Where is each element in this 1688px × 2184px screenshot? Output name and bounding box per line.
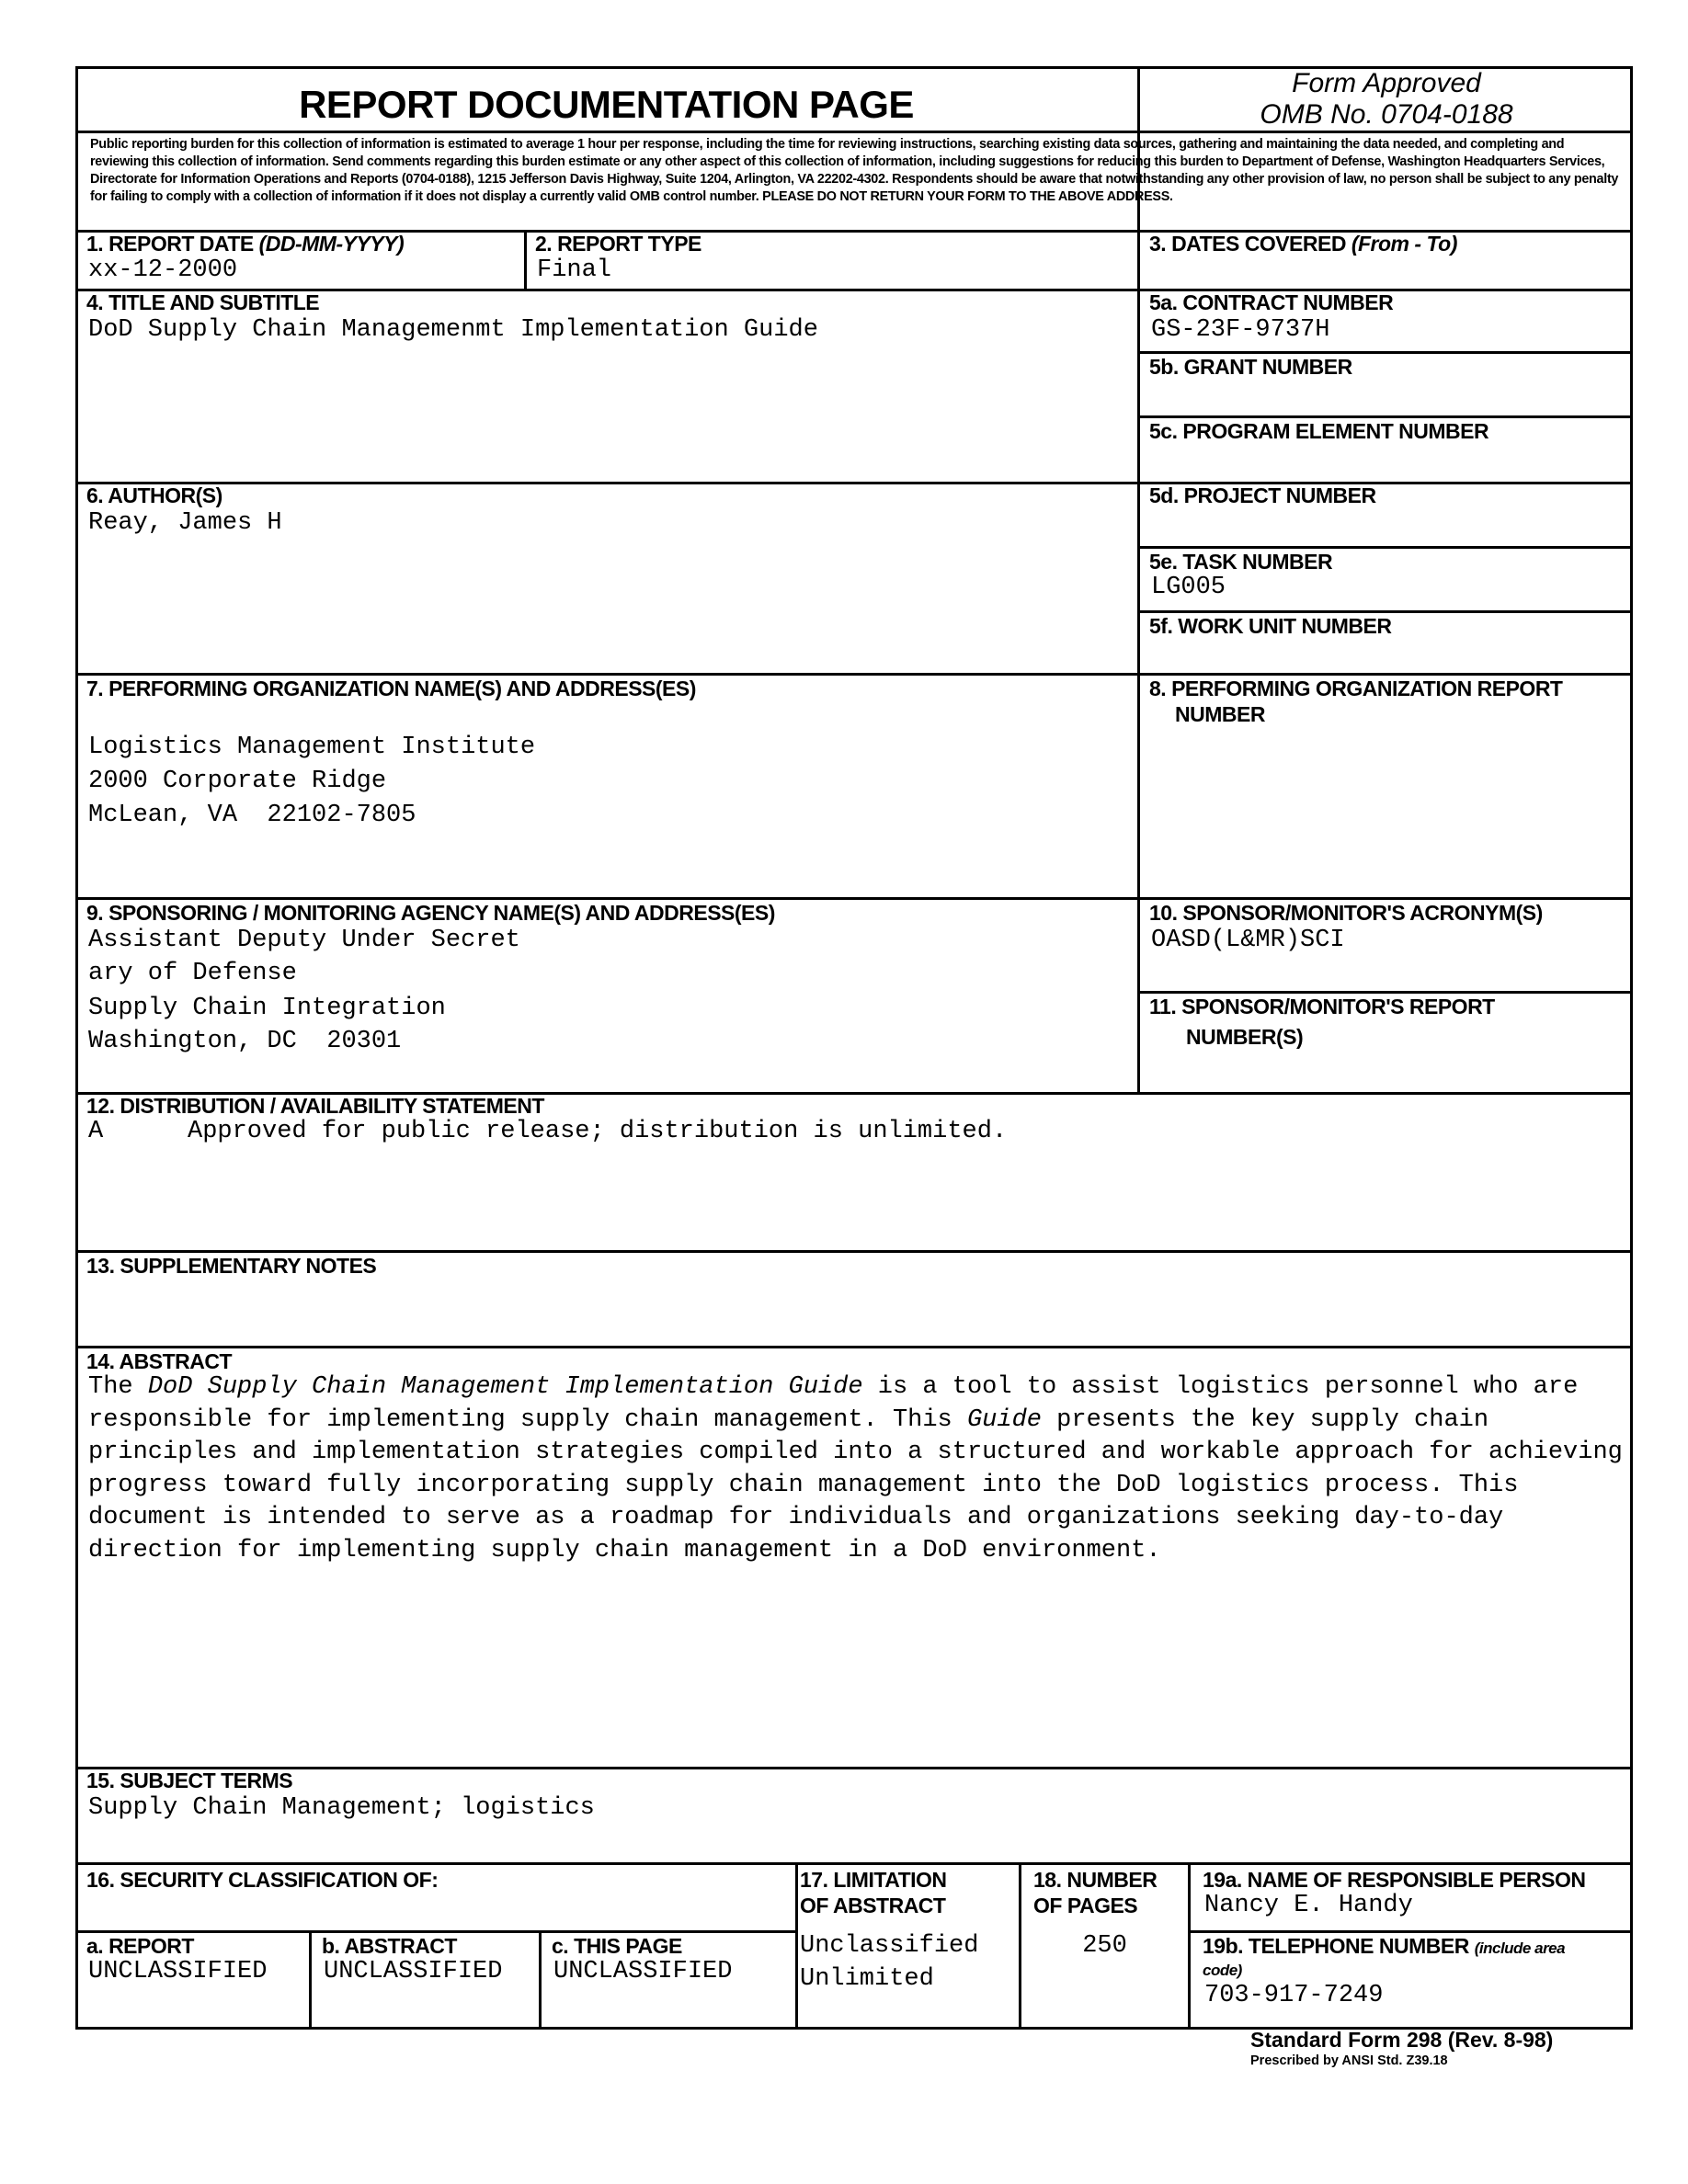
work-unit-number-label: 5f. WORK UNIT NUMBER [1149,614,1392,638]
contract-number-label: 5a. CONTRACT NUMBER [1149,290,1394,314]
report-type-label: 2. REPORT TYPE [535,232,701,256]
burden-statement: Public reporting burden for this collection of information is estimated to average 1 hour per response, including the time for reviewing instructions, searching existing data sources, gathering and maintaining the data needed, and completing and reviewing this collection of information. Send comments regarding this burden estimate or any other aspect of this collection of information, including suggestions for reducing this burden to Department of Defense, Washington Headquarters Services, Directorate for Information Operations and Reports (0704-0188), 1215 Jefferson Davis Highway, Suite 1204, Arlington, VA 22202-4302. Respondents should be aware that notwithstanding any other provision of law, no person shall be subject to any penalty for failing to comply with a collection of information if it does not display a currently valid OMB control number. PLEASE DO NOT RETURN YOUR FORM TO THE ABOVE ADDRESS. [90,137,1619,204]
sponsor-report-number-label-line2: NUMBER(S) [1186,1025,1304,1049]
this-page-classification-field[interactable]: UNCLASSIFIED [553,1958,733,1985]
report-classification-label: a. REPORT [86,1934,194,1958]
performing-org-label: 7. PERFORMING ORGANIZATION NAME(S) AND ADDRESS(ES) [86,677,696,700]
contract-number-field[interactable]: GS-23F-9737H [1151,316,1330,344]
task-number-field[interactable]: LG005 [1151,574,1226,601]
report-date-field[interactable]: xx-12-2000 [88,256,238,284]
number-of-pages-label: 18. NUMBER [1033,1868,1158,1892]
report-classification-field[interactable]: UNCLASSIFIED [88,1958,268,1985]
sponsoring-agency-line[interactable]: ary of Defense [88,960,297,987]
form-approved-label: Form Approved [1292,68,1481,98]
performing-org-line[interactable]: 2000 Corporate Ridge [88,768,387,795]
responsible-person-label: 19a. NAME OF RESPONSIBLE PERSON [1203,1868,1586,1892]
authors-label: 6. AUTHOR(S) [86,483,222,507]
performing-org-line[interactable]: Logistics Management Institute [88,734,536,761]
performing-org-report-number-label-line2: NUMBER [1175,702,1265,726]
telephone-label-line2: code) [1203,1962,1242,1979]
telephone-label: 19b. TELEPHONE NUMBER (include area [1203,1934,1566,1958]
program-element-number-label: 5c. PROGRAM ELEMENT NUMBER [1149,419,1489,443]
abstract-label: 14. ABSTRACT [86,1349,232,1373]
performing-org-report-number-label: 8. PERFORMING ORGANIZATION REPORT [1149,677,1563,700]
sponsoring-agency-line[interactable]: Assistant Deputy Under Secret [88,927,520,954]
title-subtitle-label: 4. TITLE AND SUBTITLE [86,290,320,314]
this-page-classification-label: c. THIS PAGE [552,1934,682,1958]
number-of-pages-field[interactable]: 250 [1082,1932,1127,1960]
grant-number-label: 5b. GRANT NUMBER [1149,355,1352,379]
performing-org-line[interactable]: McLean, VA 22102-7805 [88,802,416,829]
sponsoring-agency-line[interactable]: Supply Chain Integration [88,995,446,1022]
subject-terms-field[interactable]: Supply Chain Management; logistics [88,1794,595,1822]
supplementary-notes-label: 13. SUPPLEMENTARY NOTES [86,1254,377,1278]
authors-field[interactable]: Reay, James H [88,509,282,537]
distribution-statement[interactable]: Approved for public release; distribution is unlimited. [188,1118,1008,1145]
distribution-label: 12. DISTRIBUTION / AVAILABILITY STATEMENT [86,1094,544,1118]
task-number-label: 5e. TASK NUMBER [1149,550,1333,574]
sponsoring-agency-line[interactable]: Washington, DC 20301 [88,1028,402,1055]
abstract-text[interactable]: The DoD Supply Chain Management Implementation Guide is a tool to assist logistics personnel who are responsible for implementing supply chain management. This Guide presents the key supply chain principles and implementation strategies compiled into a structured and workable approach for achieving progress toward fully incorporating supply chain management into the DoD logistics process. This document is intended to serve as a roadmap for individuals and organizations seeking day-to-day direction for implementing supply chain management in a DoD environment. [88,1373,1623,1564]
title-subtitle-field[interactable]: DoD Supply Chain Managemenmt Implementation Guide [88,316,818,344]
report-documentation-form [75,66,1633,2030]
page-title: REPORT DOCUMENTATION PAGE [299,83,914,126]
report-type-field[interactable]: Final [537,256,612,284]
security-classification-label: 16. SECURITY CLASSIFICATION OF: [86,1868,439,1892]
sponsor-acronym-label: 10. SPONSOR/MONITOR'S ACRONYM(S) [1149,901,1543,925]
dates-covered-label: 3. DATES COVERED (From - To) [1149,232,1457,256]
abstract-classification-field[interactable]: UNCLASSIFIED [324,1958,503,1985]
responsible-person-field[interactable]: Nancy E. Handy [1204,1892,1413,1919]
limitation-of-abstract-field[interactable]: Unclassified [800,1932,979,1960]
limitation-of-abstract-label-line2: OF ABSTRACT [800,1894,946,1917]
limitation-of-abstract-field-line2[interactable]: Unlimited [800,1965,934,1993]
abstract-classification-label: b. ABSTRACT [322,1934,457,1958]
sponsoring-agency-label: 9. SPONSORING / MONITORING AGENCY NAME(S) AND ADDRESS(ES) [86,901,775,925]
project-number-label: 5d. PROJECT NUMBER [1149,483,1376,507]
sponsor-acronym-field[interactable]: OASD(L&MR)SCI [1151,927,1345,954]
limitation-of-abstract-label: 17. LIMITATION [800,1868,947,1892]
prescribed-by: Prescribed by ANSI Std. Z39.18 [1250,2053,1448,2068]
subject-terms-label: 15. SUBJECT TERMS [86,1769,293,1792]
number-of-pages-label-line2: OF PAGES [1033,1894,1138,1917]
distribution-code[interactable]: A [88,1118,104,1145]
telephone-field[interactable]: 703-917-7249 [1204,1982,1384,2009]
form-name: Standard Form 298 (Rev. 8-98) [1250,2028,1554,2052]
sponsor-report-number-label: 11. SPONSOR/MONITOR'S REPORT [1149,995,1495,1018]
omb-number: OMB No. 0704-0188 [1260,99,1513,130]
report-date-label: 1. REPORT DATE (DD-MM-YYYY) [86,232,405,256]
